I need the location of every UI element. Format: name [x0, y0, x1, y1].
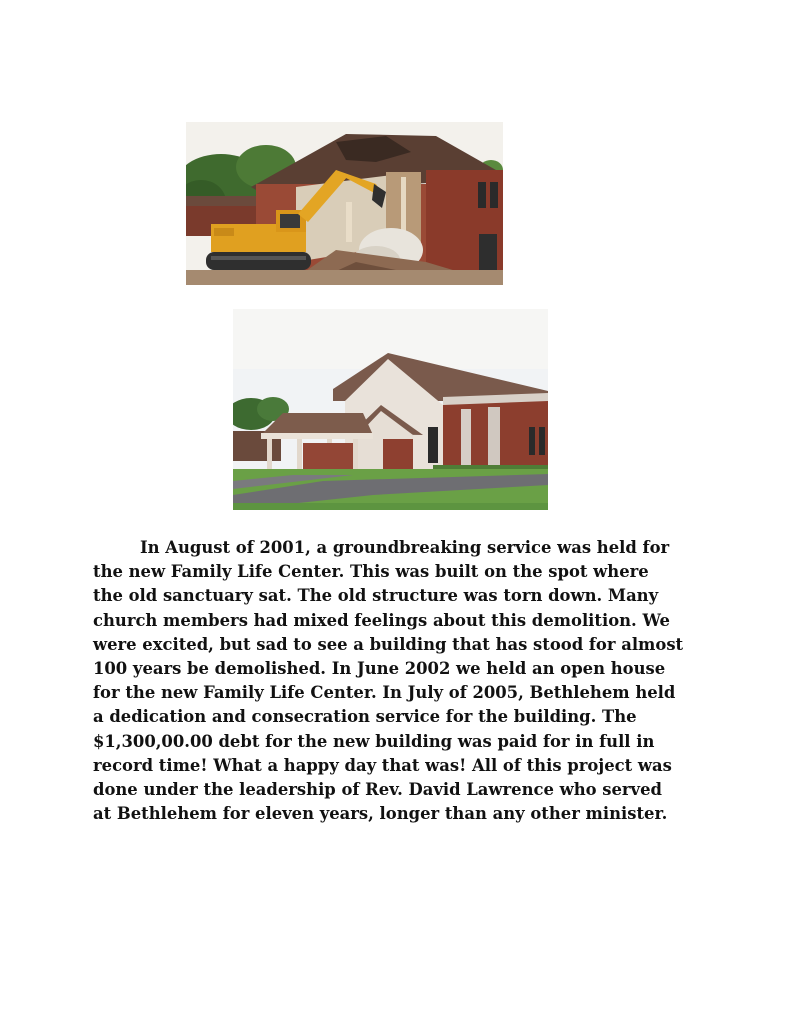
paragraph-line: church members had mixed feelings about this demolition. We	[93, 610, 670, 630]
paragraph-line: 100 years be demolished. In June 2002 we held an open house	[93, 659, 666, 679]
demolition-scene	[186, 122, 503, 285]
paragraph-line: $1,300,00.00 debt for the new building was paid for in full in	[93, 731, 655, 751]
paragraph-line: at Bethlehem for eleven years, longer than any other minister.	[93, 804, 668, 824]
new-building-scene	[233, 309, 548, 510]
paragraph-line: were excited, but sad to see a building that has stood for almost	[93, 634, 684, 654]
family-life-center-photo	[233, 309, 548, 510]
paragraph-line: In August of 2001, a groundbreaking service was held for	[140, 538, 670, 557]
demolition-photo	[186, 122, 503, 285]
paragraph-line: the old sanctuary sat. The old structure was torn down. Many	[93, 586, 659, 606]
body-paragraph	[93, 536, 713, 826]
paragraph-line: the new Family Life Center. This was built on the spot where	[93, 562, 649, 582]
paragraph-line: a dedication and consecration service for the building. The	[93, 707, 637, 727]
paragraph-line: for the new Family Life Center. In July of 2005, Bethlehem held	[93, 683, 676, 703]
paragraph-line: record time! What a happy day that was! All of this project was	[93, 755, 672, 775]
paragraph-line: done under the leadership of Rev. David Lawrence who served	[93, 780, 662, 800]
